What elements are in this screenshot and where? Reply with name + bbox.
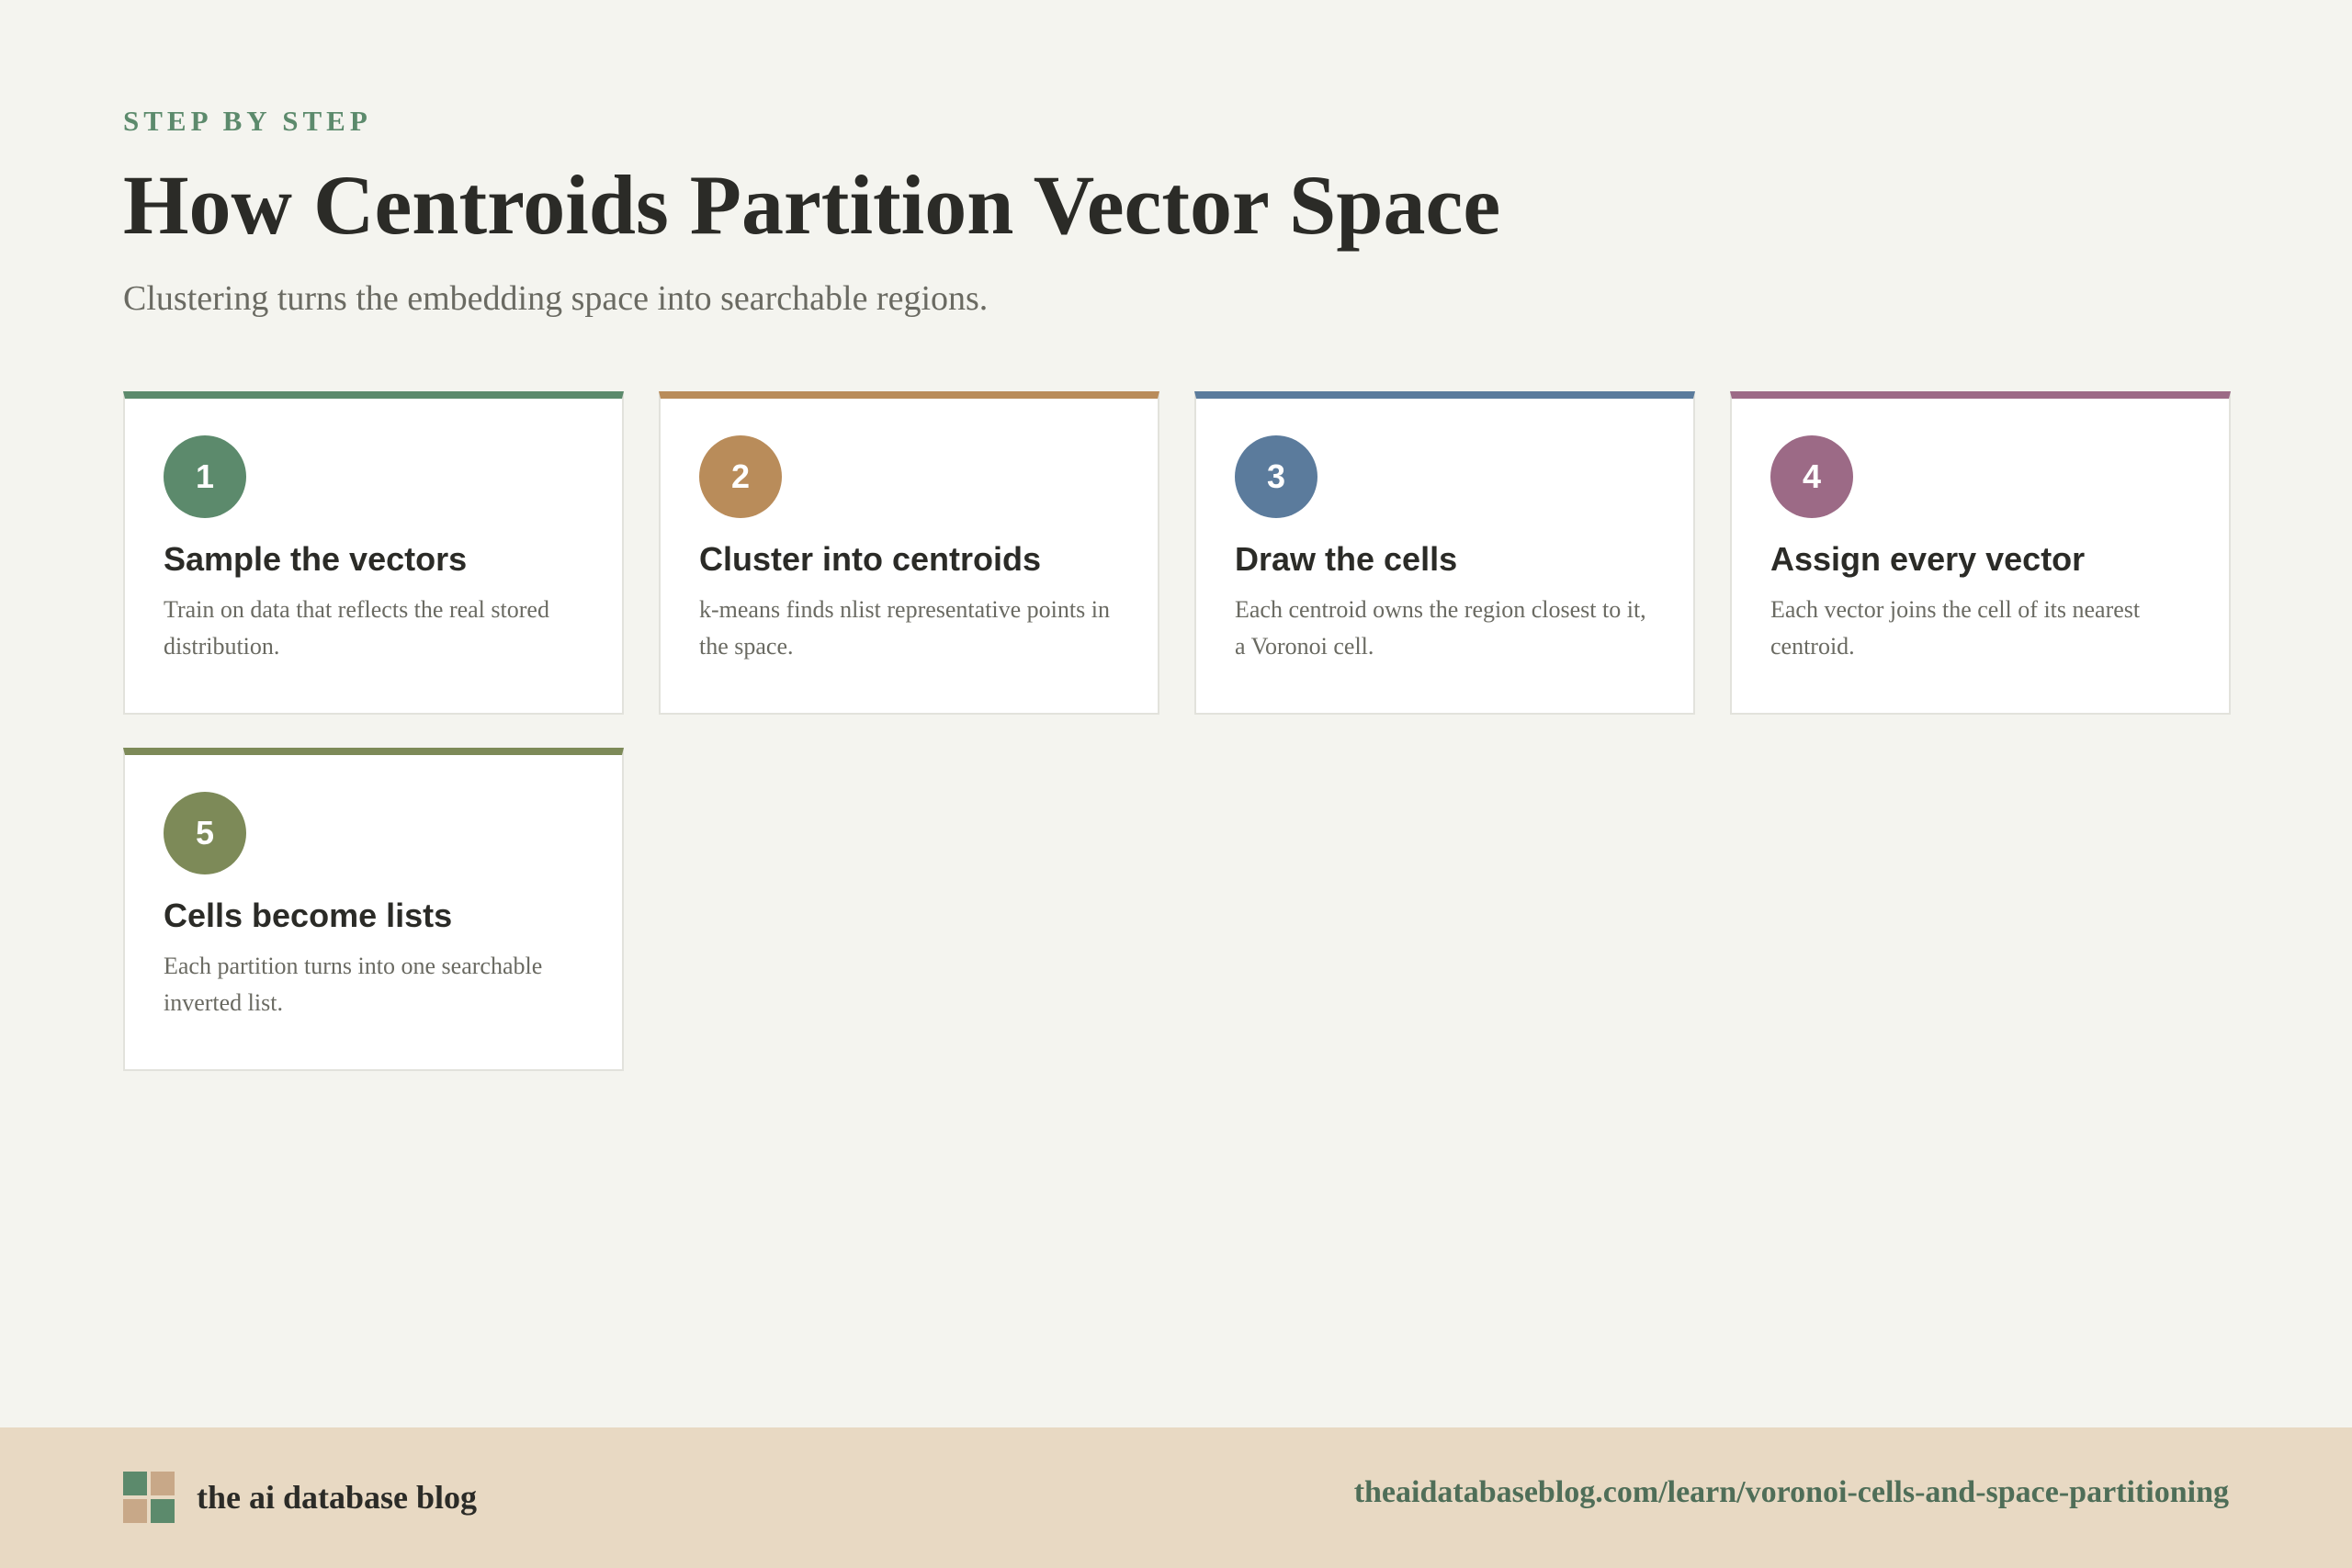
brand-logo-icon [123, 1472, 175, 1523]
step-description: Each centroid owns the region closest to it, a Voronoi cell. [1235, 596, 1646, 660]
step-number-badge: 5 [164, 792, 246, 874]
step-description: Each vector joins the cell of its nearest centroid. [1770, 596, 2141, 660]
step-card-3 [1194, 391, 1695, 715]
brand [123, 1472, 477, 1523]
step-card-5 [123, 748, 624, 1071]
brand-name: the ai database blog [197, 1479, 478, 1516]
step-title: Sample the vectors [164, 540, 468, 578]
step-card-2 [659, 391, 1159, 715]
step-number-badge: 4 [1770, 435, 1853, 518]
step-card-4 [1730, 391, 2231, 715]
step-title: Cluster into centroids [699, 540, 1042, 578]
logo-square [151, 1472, 175, 1495]
logo-square [151, 1499, 175, 1523]
step-number-badge: 1 [164, 435, 246, 518]
step-description: Train on data that reflects the real stored distribution. [164, 596, 549, 660]
step-title: Cells become lists [164, 897, 453, 934]
logo-square [123, 1499, 147, 1523]
step-title: Assign every vector [1770, 540, 2086, 578]
step-card-1 [123, 391, 624, 715]
page-title: How Centroids Partition Vector Space [123, 158, 1501, 252]
eyebrow-label: STEP BY STEP [123, 105, 372, 137]
logo-square [123, 1472, 147, 1495]
step-description: Each partition turns into one searchable inverted list. [164, 953, 543, 1016]
step-title: Draw the cells [1235, 540, 1458, 578]
step-description: k-means finds nlist representative points in the space. [699, 596, 1110, 660]
footer-url-link[interactable]: theaidatabaseblog.com/learn/voronoi-cells-and-space-partitioning [1353, 1475, 2229, 1509]
page-subtitle: Clustering turns the embedding space into searchable regions. [123, 279, 989, 318]
step-number-badge: 3 [1235, 435, 1317, 518]
footer [0, 1427, 2352, 1568]
step-number-badge: 2 [699, 435, 782, 518]
steps-grid [123, 391, 2231, 1071]
